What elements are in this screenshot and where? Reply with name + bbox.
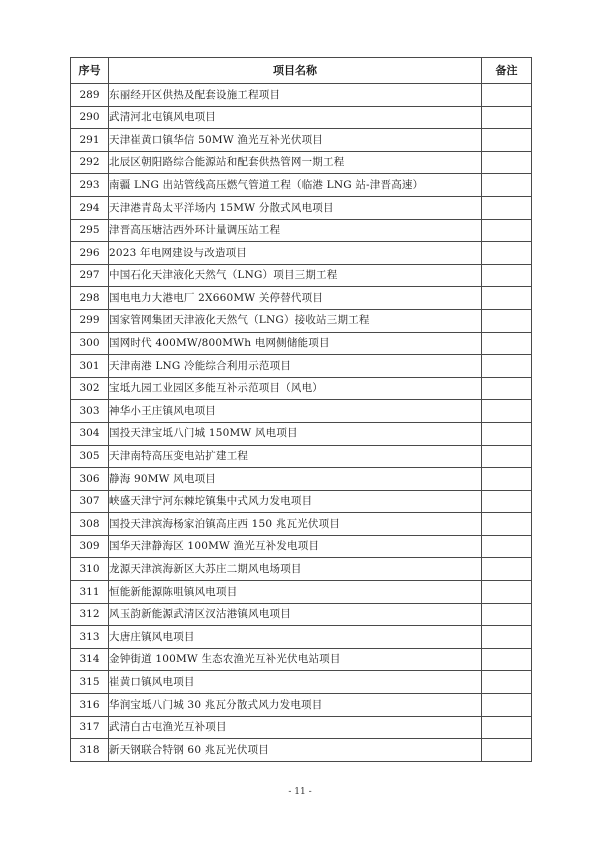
remarks-cell bbox=[482, 535, 532, 558]
table-row bbox=[71, 242, 532, 265]
remarks-cell bbox=[482, 513, 532, 536]
table-row bbox=[71, 129, 532, 152]
remarks-cell bbox=[482, 106, 532, 129]
table-row bbox=[71, 309, 532, 332]
project-name-cell: 天津南特高压变电站扩建工程 bbox=[109, 445, 482, 468]
table-row bbox=[71, 84, 532, 107]
project-name-cell: 龙源天津滨海新区大苏庄二期风电场项目 bbox=[109, 558, 482, 581]
remarks-cell bbox=[482, 400, 532, 423]
project-name-cell: 静海 90MW 风电项目 bbox=[109, 468, 482, 491]
remarks-cell bbox=[482, 694, 532, 717]
project-name-cell: 东丽经开区供热及配套设施工程项目 bbox=[109, 84, 482, 107]
remarks-cell bbox=[482, 422, 532, 445]
table-row bbox=[71, 490, 532, 513]
remarks-cell bbox=[482, 648, 532, 671]
project-name-cell: 国家管网集团天津液化天然气（LNG）接收站三期工程 bbox=[109, 309, 482, 332]
table-body bbox=[71, 84, 532, 762]
project-name-cell: 中国石化天津液化天然气（LNG）项目三期工程 bbox=[109, 264, 482, 287]
serial-number-cell: 304 bbox=[71, 422, 109, 445]
table-row bbox=[71, 400, 532, 423]
serial-number-cell: 299 bbox=[71, 309, 109, 332]
table-row bbox=[71, 151, 532, 174]
table-row bbox=[71, 603, 532, 626]
serial-number-cell: 303 bbox=[71, 400, 109, 423]
project-name-cell: 天津南港 LNG 冷能综合利用示范项目 bbox=[109, 355, 482, 378]
remarks-cell bbox=[482, 174, 532, 197]
serial-number-cell: 293 bbox=[71, 174, 109, 197]
serial-number-cell: 294 bbox=[71, 196, 109, 219]
table-row bbox=[71, 332, 532, 355]
table-row bbox=[71, 196, 532, 219]
serial-number-cell: 318 bbox=[71, 739, 109, 762]
serial-number-cell: 292 bbox=[71, 151, 109, 174]
table-row bbox=[71, 355, 532, 378]
table-row bbox=[71, 219, 532, 242]
remarks-cell bbox=[482, 581, 532, 604]
project-name-cell: 峡盛天津宁河东棘坨镇集中式风力发电项目 bbox=[109, 490, 482, 513]
project-name-cell: 武清河北屯镇风电项目 bbox=[109, 106, 482, 129]
serial-number-cell: 289 bbox=[71, 84, 109, 107]
serial-number-cell: 310 bbox=[71, 558, 109, 581]
serial-number-cell: 305 bbox=[71, 445, 109, 468]
project-name-cell: 风玉韵新能源武清区汊沽港镇风电项目 bbox=[109, 603, 482, 626]
serial-number-cell: 309 bbox=[71, 535, 109, 558]
serial-number-cell: 290 bbox=[71, 106, 109, 129]
project-name-cell: 国电电力大港电厂 2X660MW 关停替代项目 bbox=[109, 287, 482, 310]
serial-number-cell: 300 bbox=[71, 332, 109, 355]
table-row bbox=[71, 377, 532, 400]
serial-number-cell: 302 bbox=[71, 377, 109, 400]
remarks-cell bbox=[482, 558, 532, 581]
remarks-cell bbox=[482, 603, 532, 626]
project-table bbox=[70, 57, 532, 762]
table-row bbox=[71, 671, 532, 694]
table-row bbox=[71, 513, 532, 536]
remarks-cell bbox=[482, 309, 532, 332]
serial-number-cell: 313 bbox=[71, 626, 109, 649]
serial-number-cell: 298 bbox=[71, 287, 109, 310]
remarks-cell bbox=[482, 242, 532, 265]
table-row bbox=[71, 535, 532, 558]
remarks-cell bbox=[482, 151, 532, 174]
remarks-cell bbox=[482, 626, 532, 649]
project-name-cell: 恒能新能源陈咀镇风电项目 bbox=[109, 581, 482, 604]
remarks-cell bbox=[482, 332, 532, 355]
project-name-cell: 津晋高压塘沽西外环计量调压站工程 bbox=[109, 219, 482, 242]
serial-number-cell: 291 bbox=[71, 129, 109, 152]
table-row bbox=[71, 174, 532, 197]
project-name-cell: 2023 年电网建设与改造项目 bbox=[109, 242, 482, 265]
remarks-cell bbox=[482, 355, 532, 378]
remarks-cell bbox=[482, 716, 532, 739]
header-serial-number: 序号 bbox=[71, 58, 109, 84]
table-header-row bbox=[71, 58, 532, 84]
serial-number-cell: 311 bbox=[71, 581, 109, 604]
project-name-cell: 天津港青岛太平洋场内 15MW 分散式风电项目 bbox=[109, 196, 482, 219]
project-name-cell: 崔黄口镇风电项目 bbox=[109, 671, 482, 694]
project-name-cell: 天津崔黄口镇华信 50MW 渔光互补光伏项目 bbox=[109, 129, 482, 152]
page-number: - 11 - bbox=[288, 787, 312, 797]
project-name-cell: 南疆 LNG 出站管线高压燃气管道工程（临港 LNG 站-津晋高速） bbox=[109, 174, 482, 197]
serial-number-cell: 308 bbox=[71, 513, 109, 536]
serial-number-cell: 316 bbox=[71, 694, 109, 717]
table-row bbox=[71, 648, 532, 671]
serial-number-cell: 315 bbox=[71, 671, 109, 694]
header-remarks: 备注 bbox=[482, 58, 532, 84]
project-name-cell: 华润宝坻八门城 30 兆瓦分散式风力发电项目 bbox=[109, 694, 482, 717]
remarks-cell bbox=[482, 287, 532, 310]
table-row bbox=[71, 558, 532, 581]
serial-number-cell: 306 bbox=[71, 468, 109, 491]
table-row bbox=[71, 626, 532, 649]
remarks-cell bbox=[482, 671, 532, 694]
remarks-cell bbox=[482, 445, 532, 468]
remarks-cell bbox=[482, 196, 532, 219]
serial-number-cell: 297 bbox=[71, 264, 109, 287]
table-row bbox=[71, 264, 532, 287]
project-name-cell: 国网时代 400MW/800MWh 电网侧储能项目 bbox=[109, 332, 482, 355]
table-row bbox=[71, 287, 532, 310]
project-name-cell: 国投天津滨海杨家泊镇高庄西 150 兆瓦光伏项目 bbox=[109, 513, 482, 536]
table-row bbox=[71, 716, 532, 739]
remarks-cell bbox=[482, 129, 532, 152]
table-row bbox=[71, 581, 532, 604]
table-row bbox=[71, 694, 532, 717]
project-name-cell: 金钟街道 100MW 生态农渔光互补光伏电站项目 bbox=[109, 648, 482, 671]
serial-number-cell: 295 bbox=[71, 219, 109, 242]
project-name-cell: 国华天津静海区 100MW 渔光互补发电项目 bbox=[109, 535, 482, 558]
remarks-cell bbox=[482, 377, 532, 400]
project-name-cell: 新天钢联合特钢 60 兆瓦光伏项目 bbox=[109, 739, 482, 762]
serial-number-cell: 307 bbox=[71, 490, 109, 513]
table-row bbox=[71, 739, 532, 762]
project-name-cell: 北辰区朝阳路综合能源站和配套供热管网一期工程 bbox=[109, 151, 482, 174]
remarks-cell bbox=[482, 219, 532, 242]
serial-number-cell: 314 bbox=[71, 648, 109, 671]
project-name-cell: 神华小王庄镇风电项目 bbox=[109, 400, 482, 423]
table-row bbox=[71, 445, 532, 468]
project-name-cell: 宝坻九园工业园区多能互补示范项目（风电） bbox=[109, 377, 482, 400]
project-name-cell: 国投天津宝坻八门城 150MW 风电项目 bbox=[109, 422, 482, 445]
header-project-name: 项目名称 bbox=[109, 58, 482, 84]
project-name-cell: 大唐庄镇风电项目 bbox=[109, 626, 482, 649]
serial-number-cell: 312 bbox=[71, 603, 109, 626]
table-row bbox=[71, 422, 532, 445]
table-row bbox=[71, 468, 532, 491]
serial-number-cell: 296 bbox=[71, 242, 109, 265]
project-name-cell: 武清白古屯渔光互补项目 bbox=[109, 716, 482, 739]
serial-number-cell: 301 bbox=[71, 355, 109, 378]
remarks-cell bbox=[482, 84, 532, 107]
remarks-cell bbox=[482, 264, 532, 287]
remarks-cell bbox=[482, 490, 532, 513]
table-row bbox=[71, 106, 532, 129]
remarks-cell bbox=[482, 739, 532, 762]
remarks-cell bbox=[482, 468, 532, 491]
serial-number-cell: 317 bbox=[71, 716, 109, 739]
